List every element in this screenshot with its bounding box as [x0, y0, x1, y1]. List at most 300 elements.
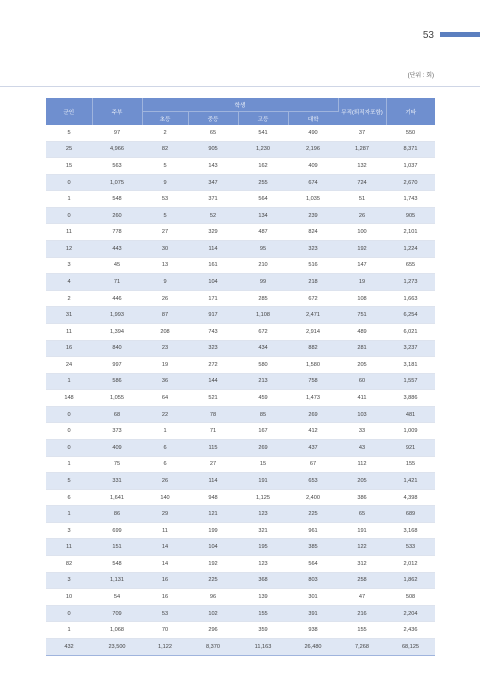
table-cell: 134: [238, 207, 288, 224]
table-cell: 490: [288, 125, 338, 141]
table-cell: 1: [46, 373, 92, 390]
table-cell: 123: [238, 506, 288, 523]
table-cell: 1: [46, 191, 92, 208]
table-cell: 19: [338, 274, 386, 291]
table-cell: 70: [142, 622, 188, 639]
table-cell: 373: [92, 423, 142, 440]
table-row: [46, 340, 435, 357]
table-cell: 102: [188, 605, 238, 622]
table-cell: 580: [238, 357, 288, 374]
table-cell: 9: [142, 174, 188, 191]
table-cell: 1,131: [92, 572, 142, 589]
header-unemployed: 무직(퇴직자포함): [338, 98, 386, 125]
table-cell: 16: [46, 340, 92, 357]
table-cell: 26: [338, 207, 386, 224]
table-cell: 192: [188, 556, 238, 573]
table-cell: 64: [142, 390, 188, 407]
table-cell: 99: [238, 274, 288, 291]
table-cell: 36: [142, 373, 188, 390]
table-cell: 1,230: [238, 141, 288, 158]
table-cell: 347: [188, 174, 238, 191]
table-cell: 2,400: [288, 489, 338, 506]
table-cell: 14: [142, 556, 188, 573]
table-cell: 5: [46, 125, 92, 141]
table-cell: 216: [338, 605, 386, 622]
table-cell: 29: [142, 506, 188, 523]
header-high: 고등: [238, 112, 288, 126]
table-cell: 997: [92, 357, 142, 374]
table-cell: 15: [46, 158, 92, 175]
table-cell: 171: [188, 290, 238, 307]
table-cell: 4,398: [386, 489, 435, 506]
table-cell: 2,012: [386, 556, 435, 573]
table-cell: 1: [142, 423, 188, 440]
table-cell: 82: [142, 141, 188, 158]
table-row: [46, 373, 435, 390]
table-cell: 655: [386, 257, 435, 274]
table-cell: 689: [386, 506, 435, 523]
table-cell: 323: [188, 340, 238, 357]
table-cell: 1,641: [92, 489, 142, 506]
table-cell: 225: [288, 506, 338, 523]
table-cell: 47: [338, 589, 386, 606]
table-cell: 53: [142, 191, 188, 208]
table-cell: 1,068: [92, 622, 142, 639]
table-cell: 15: [238, 456, 288, 473]
table-cell: 147: [338, 257, 386, 274]
table-cell: 108: [338, 290, 386, 307]
table-cell: 840: [92, 340, 142, 357]
table-cell: 371: [188, 191, 238, 208]
table-cell: 1: [46, 506, 92, 523]
table-cell: 269: [288, 406, 338, 423]
table-cell: 672: [238, 323, 288, 340]
table-row: [46, 406, 435, 423]
table-cell: 31: [46, 307, 92, 324]
table-cell: 9: [142, 274, 188, 291]
table-cell: 260: [92, 207, 142, 224]
table-total-cell: 7,268: [338, 638, 386, 655]
table-cell: 699: [92, 522, 142, 539]
table-cell: 6: [46, 489, 92, 506]
table-cell: 8,371: [386, 141, 435, 158]
table-cell: 1,055: [92, 390, 142, 407]
table-cell: 11: [46, 224, 92, 241]
table-row: [46, 125, 435, 141]
table-cell: 411: [338, 390, 386, 407]
table-cell: 1,394: [92, 323, 142, 340]
table-cell: 45: [92, 257, 142, 274]
table-cell: 11: [46, 539, 92, 556]
table-row: [46, 423, 435, 440]
table-cell: 1: [46, 622, 92, 639]
table-cell: 78: [188, 406, 238, 423]
table-cell: 139: [238, 589, 288, 606]
table-cell: 391: [288, 605, 338, 622]
table-cell: 27: [142, 224, 188, 241]
table-cell: 140: [142, 489, 188, 506]
header-student-group: 학생: [142, 98, 338, 112]
table-header: [46, 98, 435, 125]
table-cell: 60: [338, 373, 386, 390]
table-row: [46, 556, 435, 573]
table-cell: 2,471: [288, 307, 338, 324]
table-row: [46, 572, 435, 589]
table-cell: 487: [238, 224, 288, 241]
table-cell: 281: [338, 340, 386, 357]
table-cell: 25: [46, 141, 92, 158]
table-row: [46, 456, 435, 473]
table-cell: 803: [288, 572, 338, 589]
table-cell: 385: [288, 539, 338, 556]
table-row: [46, 589, 435, 606]
table-cell: 132: [338, 158, 386, 175]
table-total-cell: 1,122: [142, 638, 188, 655]
table-cell: 1,035: [288, 191, 338, 208]
table-cell: 323: [288, 241, 338, 258]
table-cell: 508: [386, 589, 435, 606]
table-cell: 26: [142, 290, 188, 307]
table-row: [46, 522, 435, 539]
header-homemaker: 주부: [92, 98, 142, 125]
table-cell: 95: [238, 241, 288, 258]
table-cell: 54: [92, 589, 142, 606]
table-cell: 0: [46, 174, 92, 191]
table-row: [46, 174, 435, 191]
statistics-table: [46, 98, 435, 656]
table-row: [46, 224, 435, 241]
table-cell: 0: [46, 406, 92, 423]
table-cell: 258: [338, 572, 386, 589]
table-total-cell: 11,163: [238, 638, 288, 655]
header-middle: 중등: [188, 112, 238, 126]
table-cell: 155: [386, 456, 435, 473]
table-cell: 1: [46, 456, 92, 473]
table-cell: 481: [386, 406, 435, 423]
table-cell: 1,993: [92, 307, 142, 324]
table-cell: 1,557: [386, 373, 435, 390]
table-cell: 948: [188, 489, 238, 506]
table-cell: 3: [46, 522, 92, 539]
table-cell: 296: [188, 622, 238, 639]
table-cell: 104: [188, 274, 238, 291]
table-cell: 541: [238, 125, 288, 141]
table-cell: 285: [238, 290, 288, 307]
table-row: [46, 290, 435, 307]
table-cell: 2,670: [386, 174, 435, 191]
table-cell: 548: [92, 191, 142, 208]
table-cell: 143: [188, 158, 238, 175]
table-cell: 195: [238, 539, 288, 556]
table-cell: 162: [238, 158, 288, 175]
table-cell: 71: [188, 423, 238, 440]
table-row: [46, 257, 435, 274]
table-row: [46, 158, 435, 175]
table-cell: 22: [142, 406, 188, 423]
table-cell: 239: [288, 207, 338, 224]
table-cell: 312: [338, 556, 386, 573]
table-cell: 758: [288, 373, 338, 390]
table-cell: 205: [338, 473, 386, 490]
table-total-cell: 8,370: [188, 638, 238, 655]
table-cell: 459: [238, 390, 288, 407]
table-cell: 2,196: [288, 141, 338, 158]
table-cell: 104: [188, 539, 238, 556]
table-cell: 1,473: [288, 390, 338, 407]
table-row: [46, 622, 435, 639]
table-cell: 96: [188, 589, 238, 606]
table-cell: 12: [46, 241, 92, 258]
table-cell: 115: [188, 439, 238, 456]
table-cell: 19: [142, 357, 188, 374]
table-cell: 905: [188, 141, 238, 158]
table-row: [46, 274, 435, 291]
table-cell: 67: [288, 456, 338, 473]
table-cell: 4,966: [92, 141, 142, 158]
table-cell: 51: [338, 191, 386, 208]
table-cell: 586: [92, 373, 142, 390]
table-row: [46, 191, 435, 208]
table-cell: 43: [338, 439, 386, 456]
header-elementary: 초등: [142, 112, 188, 126]
table-cell: 155: [238, 605, 288, 622]
table-cell: 1,037: [386, 158, 435, 175]
table-cell: 121: [188, 506, 238, 523]
table-cell: 3: [46, 257, 92, 274]
table-cell: 1,009: [386, 423, 435, 440]
table-cell: 3,168: [386, 522, 435, 539]
table-cell: 213: [238, 373, 288, 390]
table-cell: 10: [46, 589, 92, 606]
table-row: [46, 506, 435, 523]
table-cell: 489: [338, 323, 386, 340]
table-total-cell: 68,125: [386, 638, 435, 655]
table-cell: 167: [238, 423, 288, 440]
table-cell: 824: [288, 224, 338, 241]
table-cell: 564: [238, 191, 288, 208]
table-cell: 151: [92, 539, 142, 556]
table-cell: 443: [92, 241, 142, 258]
table-row: [46, 473, 435, 490]
table-cell: 191: [338, 522, 386, 539]
table-cell: 155: [338, 622, 386, 639]
table-row: [46, 307, 435, 324]
table-cell: 1,224: [386, 241, 435, 258]
table-cell: 6,021: [386, 323, 435, 340]
table-row: [46, 489, 435, 506]
table-cell: 3,886: [386, 390, 435, 407]
table-cell: 23: [142, 340, 188, 357]
table-cell: 255: [238, 174, 288, 191]
table-cell: 2: [46, 290, 92, 307]
table-cell: 16: [142, 572, 188, 589]
table-cell: 205: [338, 357, 386, 374]
table-cell: 27: [188, 456, 238, 473]
table-row: [46, 357, 435, 374]
table-cell: 724: [338, 174, 386, 191]
table-cell: 199: [188, 522, 238, 539]
table-cell: 37: [338, 125, 386, 141]
table-cell: 5: [142, 207, 188, 224]
table-cell: 0: [46, 423, 92, 440]
table-row: [46, 207, 435, 224]
table-cell: 33: [338, 423, 386, 440]
table-row: [46, 439, 435, 456]
table-cell: 210: [238, 257, 288, 274]
table-cell: 272: [188, 357, 238, 374]
table-cell: 5: [142, 158, 188, 175]
table-cell: 2,914: [288, 323, 338, 340]
table-cell: 938: [288, 622, 338, 639]
table-cell: 1,862: [386, 572, 435, 589]
table-cell: 161: [188, 257, 238, 274]
table-cell: 533: [386, 539, 435, 556]
table-cell: 743: [188, 323, 238, 340]
table-cell: 521: [188, 390, 238, 407]
table-cell: 26: [142, 473, 188, 490]
table-cell: 30: [142, 241, 188, 258]
page-accent-bar: [440, 32, 480, 37]
table-cell: 6: [142, 439, 188, 456]
table-cell: 3,237: [386, 340, 435, 357]
table-cell: 103: [338, 406, 386, 423]
table-cell: 68: [92, 406, 142, 423]
table-cell: 86: [92, 506, 142, 523]
table-cell: 301: [288, 589, 338, 606]
table-cell: 672: [288, 290, 338, 307]
table-cell: 65: [188, 125, 238, 141]
table-cell: 961: [288, 522, 338, 539]
header-rule: [0, 86, 480, 87]
table-cell: 4: [46, 274, 92, 291]
table-cell: 0: [46, 605, 92, 622]
table-cell: 1,287: [338, 141, 386, 158]
table-cell: 409: [288, 158, 338, 175]
table-cell: 2,101: [386, 224, 435, 241]
table-cell: 1,273: [386, 274, 435, 291]
table-cell: 114: [188, 241, 238, 258]
table-cell: 1,580: [288, 357, 338, 374]
table-row: [46, 241, 435, 258]
table-cell: 82: [46, 556, 92, 573]
table-cell: 192: [338, 241, 386, 258]
table-cell: 3,181: [386, 357, 435, 374]
table-cell: 53: [142, 605, 188, 622]
table-row: [46, 605, 435, 622]
table-cell: 11: [46, 323, 92, 340]
table-row: [46, 390, 435, 407]
table-cell: 2,436: [386, 622, 435, 639]
table-cell: 1,125: [238, 489, 288, 506]
table-cell: 409: [92, 439, 142, 456]
table-cell: 123: [238, 556, 288, 573]
table-cell: 6: [142, 456, 188, 473]
table-cell: 97: [92, 125, 142, 141]
table-body: [46, 125, 435, 655]
table-cell: 269: [238, 439, 288, 456]
table-cell: 446: [92, 290, 142, 307]
table-cell: 85: [238, 406, 288, 423]
table-cell: 329: [188, 224, 238, 241]
table-cell: 65: [338, 506, 386, 523]
table-cell: 208: [142, 323, 188, 340]
table-cell: 11: [142, 522, 188, 539]
table-cell: 778: [92, 224, 142, 241]
table-cell: 674: [288, 174, 338, 191]
table-cell: 1,108: [238, 307, 288, 324]
table-cell: 100: [338, 224, 386, 241]
table-cell: 2,204: [386, 605, 435, 622]
table-cell: 112: [338, 456, 386, 473]
unit-note: (단위 : 회): [407, 73, 434, 79]
table-cell: 709: [92, 605, 142, 622]
table-cell: 87: [142, 307, 188, 324]
table-cell: 218: [288, 274, 338, 291]
table-cell: 13: [142, 257, 188, 274]
table-row: [46, 323, 435, 340]
table-cell: 905: [386, 207, 435, 224]
table-cell: 0: [46, 439, 92, 456]
table-cell: 144: [188, 373, 238, 390]
table-cell: 412: [288, 423, 338, 440]
table-cell: 564: [288, 556, 338, 573]
table-cell: 225: [188, 572, 238, 589]
table-cell: 24: [46, 357, 92, 374]
table-cell: 0: [46, 207, 92, 224]
table-cell: 653: [288, 473, 338, 490]
table-total-cell: 23,500: [92, 638, 142, 655]
table-cell: 16: [142, 589, 188, 606]
table-cell: 1,743: [386, 191, 435, 208]
table-cell: 921: [386, 439, 435, 456]
header-military: 군인: [46, 98, 92, 125]
table-cell: 386: [338, 489, 386, 506]
table-total-cell: 26,480: [288, 638, 338, 655]
table-total-cell: 432: [46, 638, 92, 655]
table-cell: 1,663: [386, 290, 435, 307]
table-cell: 368: [238, 572, 288, 589]
table-row: [46, 141, 435, 158]
table-cell: 359: [238, 622, 288, 639]
table-cell: 5: [46, 473, 92, 490]
header-other: 기타: [386, 98, 435, 125]
table-cell: 1,075: [92, 174, 142, 191]
table-cell: 917: [188, 307, 238, 324]
table-cell: 434: [238, 340, 288, 357]
table-cell: 516: [288, 257, 338, 274]
table-cell: 563: [92, 158, 142, 175]
table-cell: 437: [288, 439, 338, 456]
table-cell: 6,254: [386, 307, 435, 324]
table-cell: 191: [238, 473, 288, 490]
table-cell: 3: [46, 572, 92, 589]
table-cell: 122: [338, 539, 386, 556]
table-cell: 2: [142, 125, 188, 141]
table-cell: 75: [92, 456, 142, 473]
page-number: 53: [422, 30, 434, 41]
table-cell: 550: [386, 125, 435, 141]
table-cell: 14: [142, 539, 188, 556]
table-total-row: [46, 638, 435, 655]
table-cell: 71: [92, 274, 142, 291]
table-cell: 331: [92, 473, 142, 490]
table-cell: 114: [188, 473, 238, 490]
table-cell: 1,421: [386, 473, 435, 490]
table-cell: 751: [338, 307, 386, 324]
table-cell: 321: [238, 522, 288, 539]
table-cell: 882: [288, 340, 338, 357]
table-cell: 548: [92, 556, 142, 573]
